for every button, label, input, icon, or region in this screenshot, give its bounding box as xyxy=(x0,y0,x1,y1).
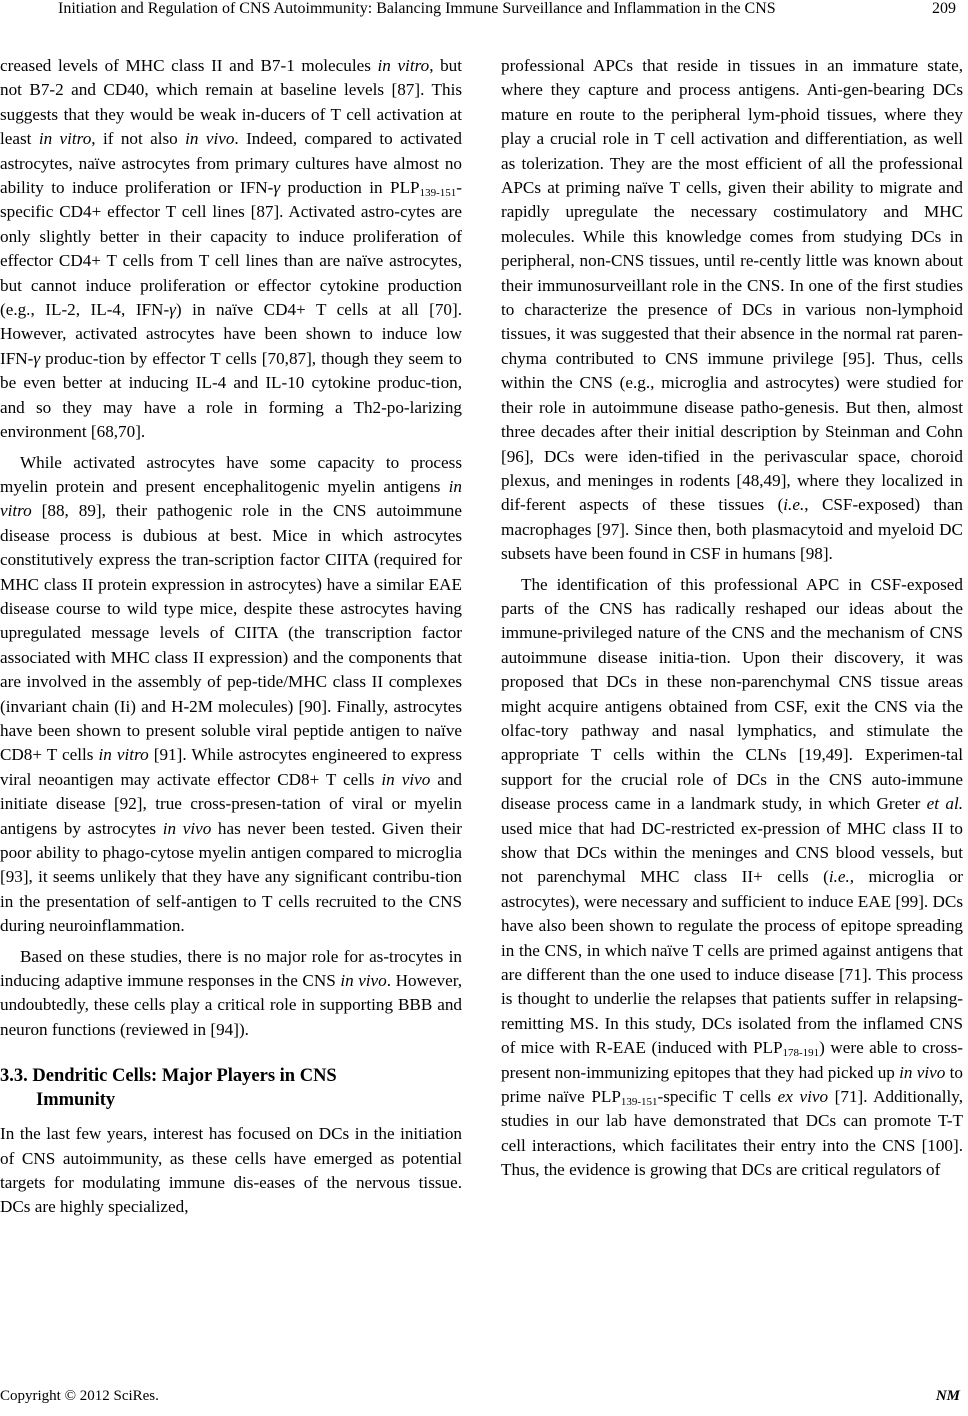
italic-term: in vitro xyxy=(0,476,462,521)
italic-term: in vivo xyxy=(185,129,235,149)
text-run: -specific CD4+ effector T cell lines [87]. Activated astro-cytes are only slightly better in their capacity to induce proliferation of effector CD4+ T cells from T cell lines than are naïve astrocytes, but cannot induce proliferation or effector cytokine production (e.g., IL-2, IL-4, IFN- xyxy=(0,178,462,320)
text-run: [91]. While astrocytes engineered to express viral neoantigen may activate effector CD8+ T cells xyxy=(0,745,462,789)
text-run: [71]. Additionally, studies in our lab have demonstrated that DCs can promote T-T cell interactions, which facilitates their entry into the CNS [100]. Thus, the evidence is growing that DCs are critical regulators of xyxy=(501,1087,963,1180)
right-column xyxy=(501,54,963,1183)
running-header xyxy=(0,0,968,36)
italic-term: ex vivo xyxy=(777,1087,829,1107)
italic-term: in vivo xyxy=(899,1062,946,1082)
copyright-notice: Copyright © 2012 SciRes. xyxy=(0,1388,159,1404)
text-run: , CSF-exposed) than macrophages [97]. Since then, both plasmacytoid and myeloid DC subsets have been found in CSF in humans [98]. xyxy=(501,495,963,564)
text-run: , but not B7-2 and CD40, which remain at baseline levels [87]. This suggests that they would be weak in-ducers of T cell activation at least xyxy=(0,56,462,149)
subscript: 139-151 xyxy=(419,187,457,200)
text-run: -specific T cells xyxy=(657,1087,778,1107)
text-run: , if not also xyxy=(91,129,186,149)
italic-term: i.e. xyxy=(828,867,850,887)
text-run: production in PLP xyxy=(280,178,420,198)
text-run: While activated astrocytes have some capacity to process myelin protein and present encephalitogenic myelin antigens xyxy=(0,452,462,496)
text-run: professional APCs that reside in tissues in an immature state, where they capture and process antigens. Anti-gen-bearing DCs mature en route to the peripheral lym-phoid tissues, where they play a crucial role in T cell activation and differentiation, as well as tolerization. They are the most efficient of all the professional APCs at priming naïve T cells, given their ability to migrate and rapidly upregulate the necessary costimulatory and MHC molecules. While this knowledge comes from studying DCs in peripheral, non-CNS tissues, until re-cently little was known about their immunosurveillant role in the CNS. In one of the first studies to characterize the presence of DCs in various non-lymphoid tissues, it was suggested that their absence in the normal rat paren-chyma contributed to CNS immune privilege [95]. Thus, cells within the CNS (e.g., microglia and astrocytes) were studied for their role in autoimmune disease patho-genesis. But then, almost three decades after their initial description by Steinman and Cohn [96], DCs were iden-tified in the perivascular space, choroid plexus, and meninges in rodents [48,49], where they localized in dif-ferent aspects of these tissues ( xyxy=(501,56,963,515)
text-run: creased levels of MHC class II and B7-1 molecules xyxy=(0,56,378,75)
italic-term: et al. xyxy=(926,794,964,814)
text-run: to prime naïve PLP xyxy=(501,1062,964,1107)
section-heading xyxy=(0,1064,462,1112)
left-column xyxy=(0,54,462,1220)
text-run: used mice that had DC-restricted ex-pression of MHC class II to show that DCs within the meninges and CNS blood vessels, but not parenchymal MHC class II+ cells ( xyxy=(501,818,963,887)
section-heading-line2: Immunity xyxy=(36,1090,116,1111)
running-title: Initiation and Regulation of CNS Autoimmunity: Balancing Immune Surveillance and Inflammation in the CNS xyxy=(58,0,776,17)
subscript: 178-191 xyxy=(782,1047,820,1060)
page-number: 209 xyxy=(932,0,956,17)
text-run: [88, 89], their pathogenic role in the CNS autoimmune disease process is dubious at best. Mice in which astrocytes constitutively express the tran-scription factor CIITA (required for MHC class II protein expression in astrocytes) have a similar EAE disease course to wild type mice, despite these astrocytes having upregulated message levels of CIITA (the transcription factor associated with MHC class II expression) and the components that are involved in the assembly of pep-tide/MHC class II complexes (invariant chain (Ii) and H-2M molecules) [90]. Finally, astrocytes have been shown to present soluble viral peptide antigen to naïve CD8+ T cells xyxy=(0,501,462,765)
italic-term: γ xyxy=(33,348,41,368)
text-run: ) were able to cross-present non-immunizing epitopes that they had picked up xyxy=(501,1038,963,1082)
paragraph xyxy=(501,573,963,1183)
paragraph xyxy=(0,54,462,445)
text-run: produc-tion by effector T cells [70,87], though they seem to be even better at inducing IL-4 and IL-10 cytokine produc-tion, and so they may have a role in forming a Th2-po-larizing environment [68,70]. xyxy=(0,348,462,442)
paragraph xyxy=(501,54,963,567)
italic-term: in vivo xyxy=(340,971,387,991)
text-run: , microglia or astrocytes), were necessary and sufficient to induce EAE [99]. DCs have also been shown to regulate the process of epitope spreading in the CNS, in which naïve T cells are primed against antigens that are different than the one used to induce disease [71]. This process is thought to underlie the relapses that patients suffer in relapsing-remitting MS. In this study, DCs isolated from the inflamed CNS of mice with R-EAE (induced with PLP xyxy=(501,867,963,1058)
paragraph xyxy=(0,451,462,939)
italic-term: in vitro xyxy=(377,56,430,75)
text-run: has never been tested. Given their poor ability to phago-cytose myelin antigen compared to microglia [93], it seems unlikely that they have any significant contribu-tion in the presentation of self-antigen to T cells recruited to the CNS during neuroinflammation. xyxy=(0,818,463,936)
subscript: 139-151 xyxy=(620,1096,658,1109)
text-run: . However, undoubtedly, these cells play a critical role in supporting BBB and neuron functions (reviewed in [94]). xyxy=(0,971,463,1039)
text-run: . Indeed, compared to activated astrocytes, naïve astrocytes from primary cultures have almost no ability to induce proliferation or IFN- xyxy=(0,129,462,198)
text-run: ) in naïve CD4+ T cells at all [70]. However, activated astrocytes have been shown to induce low IFN- xyxy=(0,300,462,368)
journal-abbreviation: NM xyxy=(935,1388,960,1404)
text-run: In the last few years, interest has focused on DCs in the initiation of CNS autoimmunity, as these cells have emerged as potential targets for modulating immune dis-eases of the nervous tissue. DCs are highly specialized, xyxy=(0,1124,462,1217)
italic-term: in vivo xyxy=(381,769,431,789)
italic-term: in vitro xyxy=(38,129,92,149)
paragraph xyxy=(0,1122,462,1220)
text-run: Based on these studies, there is no major role for as-trocytes in inducing adaptive immune responses in the CNS xyxy=(0,946,462,991)
page-footer xyxy=(0,1374,968,1416)
text-run: The identification of this professional APC in CSF-exposed parts of the CNS has radically reshaped our ideas about the immune-privileged nature of the CNS and the mechanism of CNS autoimmune disease initia-tion. Upon their discovery, it was proposed that DCs in these non-parenchymal CNS tissue areas might acquire antigens obtained from CSF, exit the CNS via the olfac-tory pathway and nasal lymphatics, and stimulate the appropriate T cells within the CLNs [19,49]. Experimen-tal support for the crucial role of DCs in the CNS auto-immune disease process came in a landmark study, in which Greter xyxy=(501,574,963,814)
paragraph xyxy=(0,945,462,1043)
italic-term: γ xyxy=(273,178,281,198)
italic-term: in vivo xyxy=(162,818,212,838)
italic-term: γ xyxy=(169,300,176,320)
italic-term: in vitro xyxy=(98,745,149,765)
section-heading-line1: 3.3. Dendritic Cells: Major Players in CNS xyxy=(0,1066,337,1087)
italic-term: i.e. xyxy=(783,495,805,515)
text-run: and initiate disease [92], true cross-presen-tation of viral or myelin antigens by astrocytes xyxy=(0,769,462,838)
